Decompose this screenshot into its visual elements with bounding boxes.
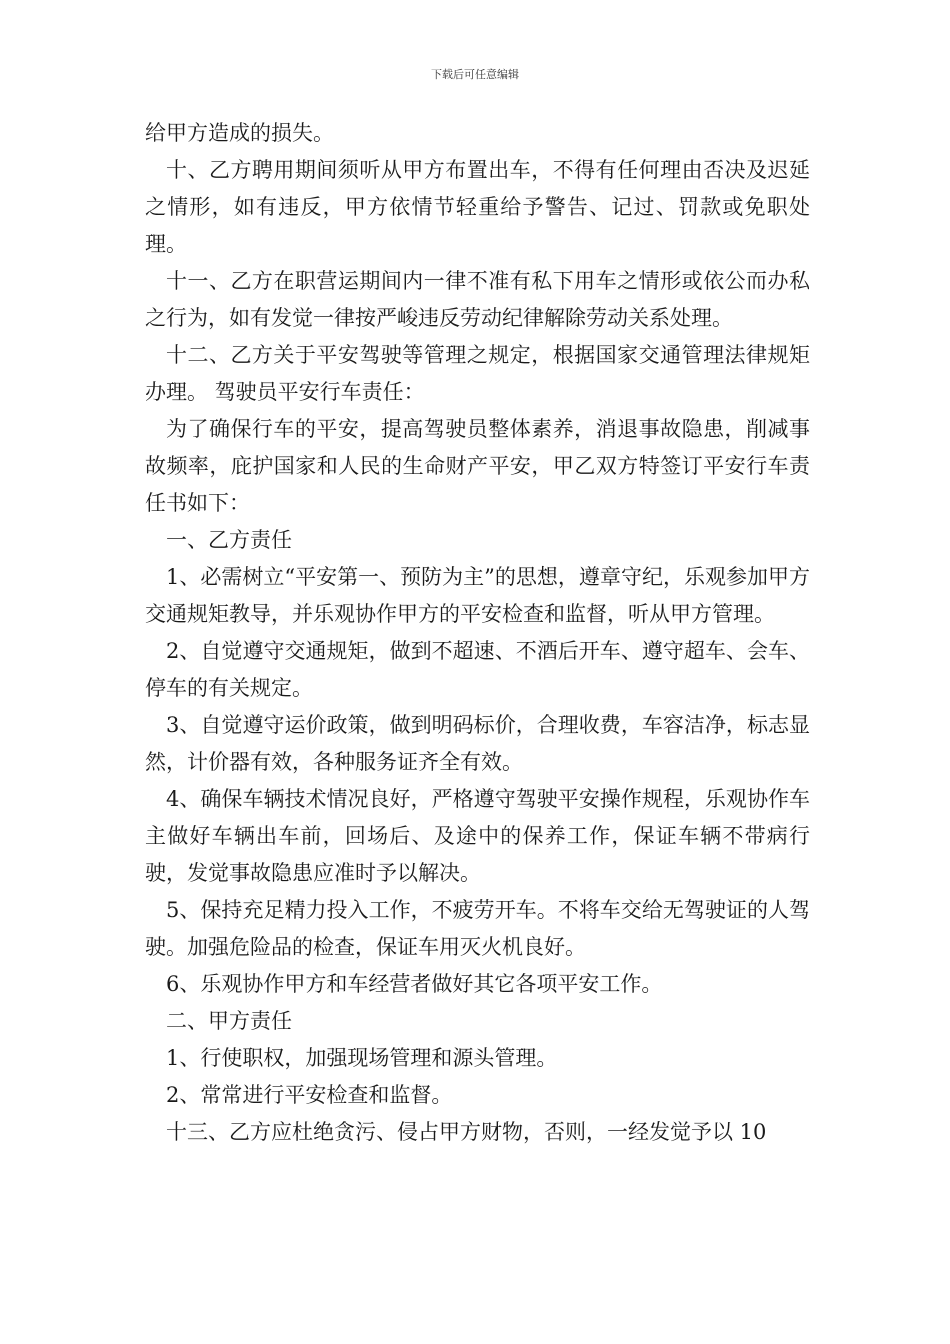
paragraph: 给甲方造成的损失。 [145, 121, 334, 145]
list-item: 5、保持充足精力投入工作，不疲劳开车。不将车交给无驾驶证的人驾驶。加强危险品的检查，保证车用灭火机良好。 [145, 898, 810, 959]
paragraph: 十一、乙方在职营运期间内一律不准有私下用车之情形或依公而办私之行为，如有发觉一律按严峻违反劳动纪律解除劳动关系处理。 [145, 269, 810, 330]
list-item: 6、乐观协作甲方和车经营者做好其它各项平安工作。 [166, 972, 663, 996]
paragraph: 十二、乙方关于平安驾驶等管理之规定，根据国家交通管理法律规矩办理。 驾驶员平安行车责任： [145, 343, 810, 404]
list-item: 2、常常进行平安检查和监督。 [166, 1083, 453, 1107]
section-heading: 一、乙方责任 [166, 528, 292, 552]
paragraph: 为了确保行车的平安，提高驾驶员整体素养，消退事故隐患，削减事故频率，庇护国家和人民的生命财产平安，甲乙双方特签订平安行车责任书如下： [145, 417, 810, 515]
list-item: 1、行使职权，加强现场管理和源头管理。 [166, 1046, 558, 1070]
list-item: 3、自觉遵守运价政策，做到明码标价，合理收费，车容洁净，标志显然，计价器有效，各种服务证齐全有效。 [145, 713, 810, 774]
list-item: 1、必需树立“平安第一、预防为主”的思想，遵章守纪，乐观参加甲方交通规矩教导，并乐观协作甲方的平安检查和监督，听从甲方管理。 [145, 565, 810, 626]
list-item: 4、确保车辆技术情况良好，严格遵守驾驶平安操作规程，乐观协作车主做好车辆出车前，回场后、及途中的保养工作，保证车辆不带病行驶，发觉事故隐患应准时予以解决。 [145, 787, 810, 885]
page-header: 下载后可任意编辑 [431, 68, 519, 81]
paragraph: 十、乙方聘用期间须听从甲方布置出车，不得有任何理由否决及迟延之情形，如有违反，甲方依情节轻重给予警告、记过、罚款或免职处理。 [145, 158, 810, 256]
list-item: 2、自觉遵守交通规矩，做到不超速、不酒后开车、遵守超车、会车、停车的有关规定。 [145, 639, 810, 700]
section-heading: 二、甲方责任 [166, 1009, 292, 1033]
document-body [145, 115, 810, 1151]
paragraph: 十三、乙方应杜绝贪污、侵占甲方财物，否则，一经发觉予以 10 [166, 1120, 767, 1144]
